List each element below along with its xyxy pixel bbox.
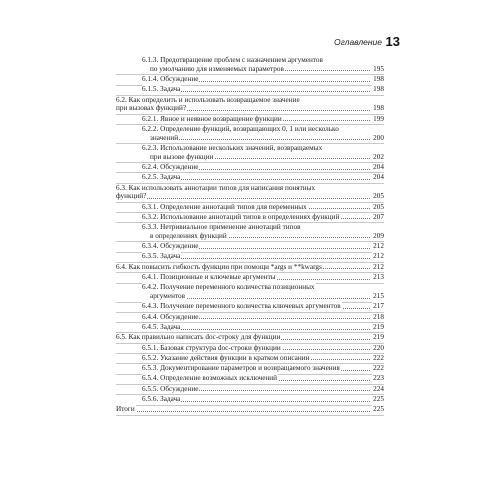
toc-subsection-entry [142, 395, 384, 404]
toc-entry-title: значений [150, 133, 179, 142]
toc-entry-title: 6.2.1. Явное и неявное возвращение функции [142, 114, 282, 123]
toc-subsection-entry [142, 115, 384, 124]
toc-entry-title: 6.5.2. Указание действия функции в кратком описании [142, 353, 310, 362]
toc-entry-title: 6.5. Как правильно написать doc-строку для функции [116, 333, 281, 342]
toc-entry-title: 6.4.1. Позиционные и ключевые аргументы [142, 273, 276, 281]
toc-section-entry [116, 96, 384, 113]
toc-subsection-entry [142, 344, 384, 353]
toc-page-number: 222 [373, 364, 384, 373]
toc-subsection-entry [142, 173, 384, 182]
toc-page-number: 209 [373, 231, 384, 240]
toc-page-number: 204 [373, 162, 384, 171]
toc-page-number: 225 [373, 395, 384, 403]
toc-subsection-entry [142, 75, 384, 84]
toc-page-number: 224 [373, 384, 384, 393]
toc-entry-title: 6.2.3. Использование нескольких значений, возвращаемых [142, 143, 323, 152]
toc-page-number: 222 [373, 353, 384, 362]
toc-page-number: 198 [373, 104, 384, 113]
toc-page-number: 205 [373, 192, 384, 201]
toc-entry-title: 6.2.4. Обсуждение [142, 162, 199, 171]
toc-entry-title: 6.1.4. Обсуждение [142, 75, 199, 83]
toc-entry-title: 6.5.6. Задача [142, 395, 181, 403]
toc-subsection-entry [142, 213, 384, 222]
running-header [0, 36, 500, 52]
toc-entry-title: 6.3.1. Определение аннотаций типов для переменных [142, 202, 307, 211]
toc-page-number: 213 [373, 273, 384, 281]
toc-entry-title: Итоги [116, 405, 135, 414]
toc-entry-title: 6.3. Как использовать аннотации типов для написания понятных [116, 183, 316, 192]
toc-page-number: 202 [373, 152, 384, 161]
toc-page-number: 219 [373, 322, 384, 331]
toc-entry-title: 6.4.4. Обсуждение [142, 312, 199, 321]
toc-entry-title: 6.4. Как повысить гибкость функции при помощи *args и **kwargs [116, 262, 322, 271]
toc-divider [116, 415, 384, 416]
toc-subsection-entry [142, 354, 384, 363]
toc-subsection-entry [142, 203, 384, 212]
toc-page-number: 212 [373, 242, 384, 251]
toc-entry-title: 6.5.1. Базовая структура doc-строки функции [142, 343, 281, 352]
toc-entry-title: 6.5.4. Определение возможных исключений [142, 374, 278, 383]
toc-entry-title: 6.4.5. Задача [142, 322, 181, 331]
toc-section-entry [116, 405, 384, 414]
toc-entry-title: 6.3.5. Задача [142, 252, 181, 261]
toc-entry-title: аргументов [150, 291, 186, 300]
toc-page-number: 207 [373, 212, 384, 221]
toc-page-number: 212 [373, 262, 384, 271]
toc-entry-title: 6.4.3. Получение переменного количества ключевых аргументов [142, 302, 341, 311]
toc-page-number: 223 [373, 374, 384, 383]
toc-entry-title: 6.1.5. Задача [142, 85, 181, 94]
toc-subsection-entry [142, 223, 384, 240]
toc-subsection-entry [142, 283, 384, 300]
toc-entry-title: 6.3.2. Использование аннотаций типов в определениях функций [142, 212, 340, 221]
toc-page-number: 225 [373, 405, 384, 414]
toc-subsection-entry [142, 273, 384, 282]
running-header-title: Оглавление [333, 37, 382, 47]
toc-subsection-entry [142, 163, 384, 172]
toc-page-number: 205 [373, 202, 384, 211]
toc-page-number: 195 [373, 64, 384, 73]
toc-subsection-entry [142, 85, 384, 94]
toc-page-number: 200 [373, 133, 384, 142]
toc-subsection-entry [142, 323, 384, 332]
toc-subsection-entry [142, 125, 384, 142]
toc-entry-title: по умолчанию для изменяемых параметров [150, 64, 284, 73]
toc-entry-title: 6.2.5. Задача [142, 173, 181, 182]
toc-page-number: 204 [373, 173, 384, 182]
toc-entry-title: 6.3.4. Обсуждение [142, 242, 199, 251]
toc-entry-title: 6.2. Как определить и использовать возвращаемое значение [116, 95, 300, 104]
toc-page-number: 218 [373, 312, 384, 321]
toc-page-number: 217 [373, 302, 384, 311]
toc-page-number: 199 [373, 114, 384, 123]
toc-subsection-entry [142, 302, 384, 311]
toc-page-number: 198 [373, 75, 384, 83]
toc-page-number: 219 [373, 333, 384, 342]
toc-entry-title: 6.4.2. Получение переменного количества позиционных [142, 283, 315, 292]
toc-section-entry [116, 263, 384, 272]
toc-subsection-entry [142, 56, 384, 73]
toc-subsection-entry [142, 242, 384, 251]
toc-page-number: 198 [373, 85, 384, 94]
toc-section-entry [116, 333, 384, 342]
toc-subsection-entry [142, 385, 384, 394]
toc-entry-title: при вызове функции [150, 152, 214, 161]
toc-entry-title: функций? [116, 192, 147, 201]
toc-entry-title: в определениях функций [150, 231, 227, 240]
toc-page-number: 212 [373, 252, 384, 261]
toc-entry-title: при вызовах функций? [116, 104, 187, 113]
toc-entry-title: 6.2.2. Определение функций, возвращающих 0, 1 или несколько [142, 124, 339, 133]
toc-subsection-entry [142, 252, 384, 261]
toc-subsection-entry [142, 313, 384, 322]
toc-entry-title: 6.1.3. Предотвращение проблем с назначением аргументов [142, 56, 323, 64]
toc-entry-title: 6.5.3. Документирование параметров и возвращаемого значения [142, 364, 340, 373]
toc-section-entry [116, 184, 384, 201]
toc-subsection-entry [142, 144, 384, 161]
toc-entry-title: 6.5.5. Обсуждение [142, 384, 199, 393]
toc-subsection-entry [142, 374, 384, 383]
page-number: 13 [385, 34, 400, 49]
toc-page-number: 220 [373, 343, 384, 352]
toc-subsection-entry [142, 364, 384, 373]
toc-entry-title: 6.3.3. Нетривиальное применение аннотаций типов [142, 223, 301, 232]
toc-page-number: 215 [373, 291, 384, 300]
